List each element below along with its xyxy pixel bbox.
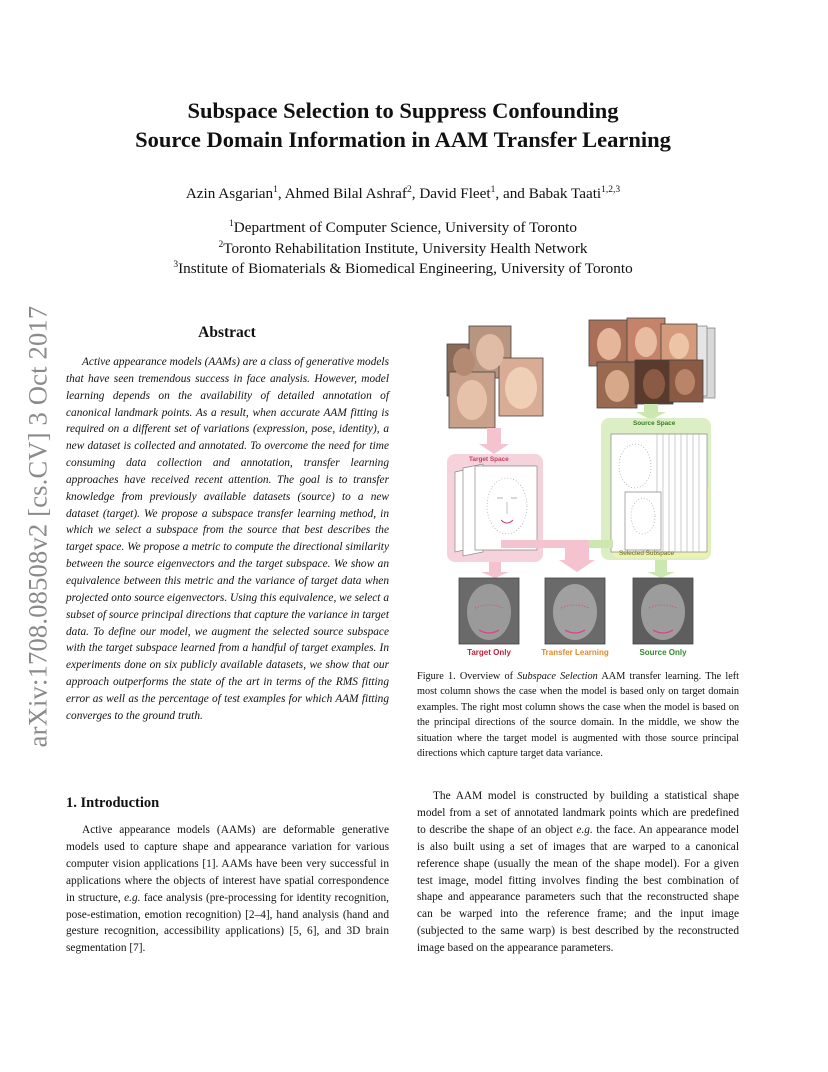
affiliation-list [80,218,726,280]
author-affiliation-mark: 1 [273,185,278,195]
author-separator: , [411,185,420,202]
figure-diagram [417,316,739,662]
caption-emphasis: Subspace Selection [517,671,598,682]
result-face-transfer-learning [545,578,605,644]
affiliation-mark: 2 [218,239,224,250]
introduction-heading: 1. Introduction [66,795,160,811]
author-name: David Fleet [419,185,491,202]
introduction-paragraph-1 [66,822,389,957]
caption-text: AAM transfer learning. The left most column shows the case when the model is based only on target domain examples. The right most column shows the case when the model is based on the principal directions of the source domain. In the middle, we show the situation where the target model is augmented with those source principal directions which capture target data variance. [417,671,740,760]
author-separator: , and [495,185,529,202]
author-separator: , [277,185,285,202]
figure-caption [417,669,739,761]
target-space-label: Target Space [469,456,509,463]
result-face-source-only [633,578,693,644]
source-shape-sheets [611,434,707,552]
result-label-transfer-learning: Transfer Learning [541,648,609,657]
figure-1 [417,316,739,662]
paragraph-text: The AAM model is constructed by building a statistical shape model from a set of annotated landmark points which are predefined to describe the shape of an object [417,790,739,836]
caption-text: Figure 1. Overview of [417,671,518,682]
paper-title [80,96,726,154]
author-name: Ahmed Bilal Ashraf [284,185,407,202]
affiliation-text: Department of Computer Science, University of Toronto [233,219,577,236]
introduction-paragraph-2 [417,788,739,957]
paragraph-text: Active appearance models (AAMs) are deformable generative models used to capture shape and appearance variation for various computer vision applications [1]. AAMs have been very successful in applications where the objects of interest have spatial correspondence in structure, [66,824,389,904]
abstract-heading: Abstract [198,324,256,341]
author-affiliation-mark: 1,2,3 [601,185,621,195]
target-face-stack [447,326,543,428]
arxiv-identifier [18,295,58,757]
affiliation-text: Toronto Rehabilitation Institute, University Health Network [223,239,588,257]
affiliation [80,259,726,280]
affiliation [80,218,726,239]
affiliation-mark: 3 [173,260,179,270]
author-affiliation-mark: 2 [406,185,412,195]
author-name: Azin Asgarian [185,185,274,202]
result-label-target-only: Target Only [467,648,511,657]
affiliation [80,239,726,260]
emphasis-text: e.g. [124,891,141,904]
author-list [80,184,726,204]
arxiv-identifier-text: arXiv:1708.08508v2 [cs.CV] 3 Oct 2017 [22,305,53,747]
emphasis-text: e.g. [576,823,593,836]
title-line-1: Subspace Selection to Suppress Confounding [187,98,619,123]
author-affiliation-mark: 1 [490,185,496,195]
selected-subspace-label: Selected Subspace [619,550,675,557]
source-space-label: Source Space [633,420,676,427]
affiliation-text: Institute of Biomaterials & Biomedical Engineering, University of Toronto [178,260,633,277]
paragraph-text: face analysis (pre-processing for identity recognition, pose-estimation, emotion recognition) [2–4], hand analysis (hand and gesture recognition, accessibility applications) [5, 6], and 3D brain segmentation [7]. [66,891,389,955]
title-line-2: Source Domain Information in AAM Transfer Learning [135,127,671,152]
source-face-stack [589,318,715,408]
result-label-source-only: Source Only [639,648,687,657]
result-face-target-only [459,578,519,644]
paragraph-text: the face. An appearance model is also built using a set of images that are warped to a canonical reference shape (usually the mean of the shape model). For a given test image, model fitting involves finding the best combination of shape and appearance parameters such that the reconstructed shape can be warped into the reference frame; and the input image (subjected to the same warp) is best described by the reconstructed image based on the appearance parameters. [417,823,739,955]
affiliation-mark: 1 [229,219,234,229]
author-name: Babak Taati [528,185,602,202]
abstract-text: Active appearance models (AAMs) are a class of generative models that have seen tremendous success in face analysis. However, model learning depends on the availability of detailed annotation of canonical landmark points. As a result, when accurate AAM fitting is required on a different set of variations (expression, pose, identity), a new dataset is collected and annotated. To overcome the need for time consuming data collection and annotation, transfer learning approaches have received recent attention. The goal is to transfer knowledge from previously available datasets (source) to a new dataset (target). We propose a subspace transfer learning method, in which we select a subspace from the source that best describes the target space. We propose a metric to compute the directional similarity between the source eigenvectors and the target subspace. We show an equivalence between this metric and the variance of target data when projected onto source eigenvectors. Using this equivalence, we select a subset of source principal directions that capture the variance in target data. To define our model, we augment the selected source subspace with the target subspace learned from a handful of target examples. In experiments done on six publicly available datasets, we show that our approach outperforms the state of the art in terms of the RMS fitting error as well as the percentage of test examples for which AAM fitting converges to the ground truth. [66,356,389,722]
